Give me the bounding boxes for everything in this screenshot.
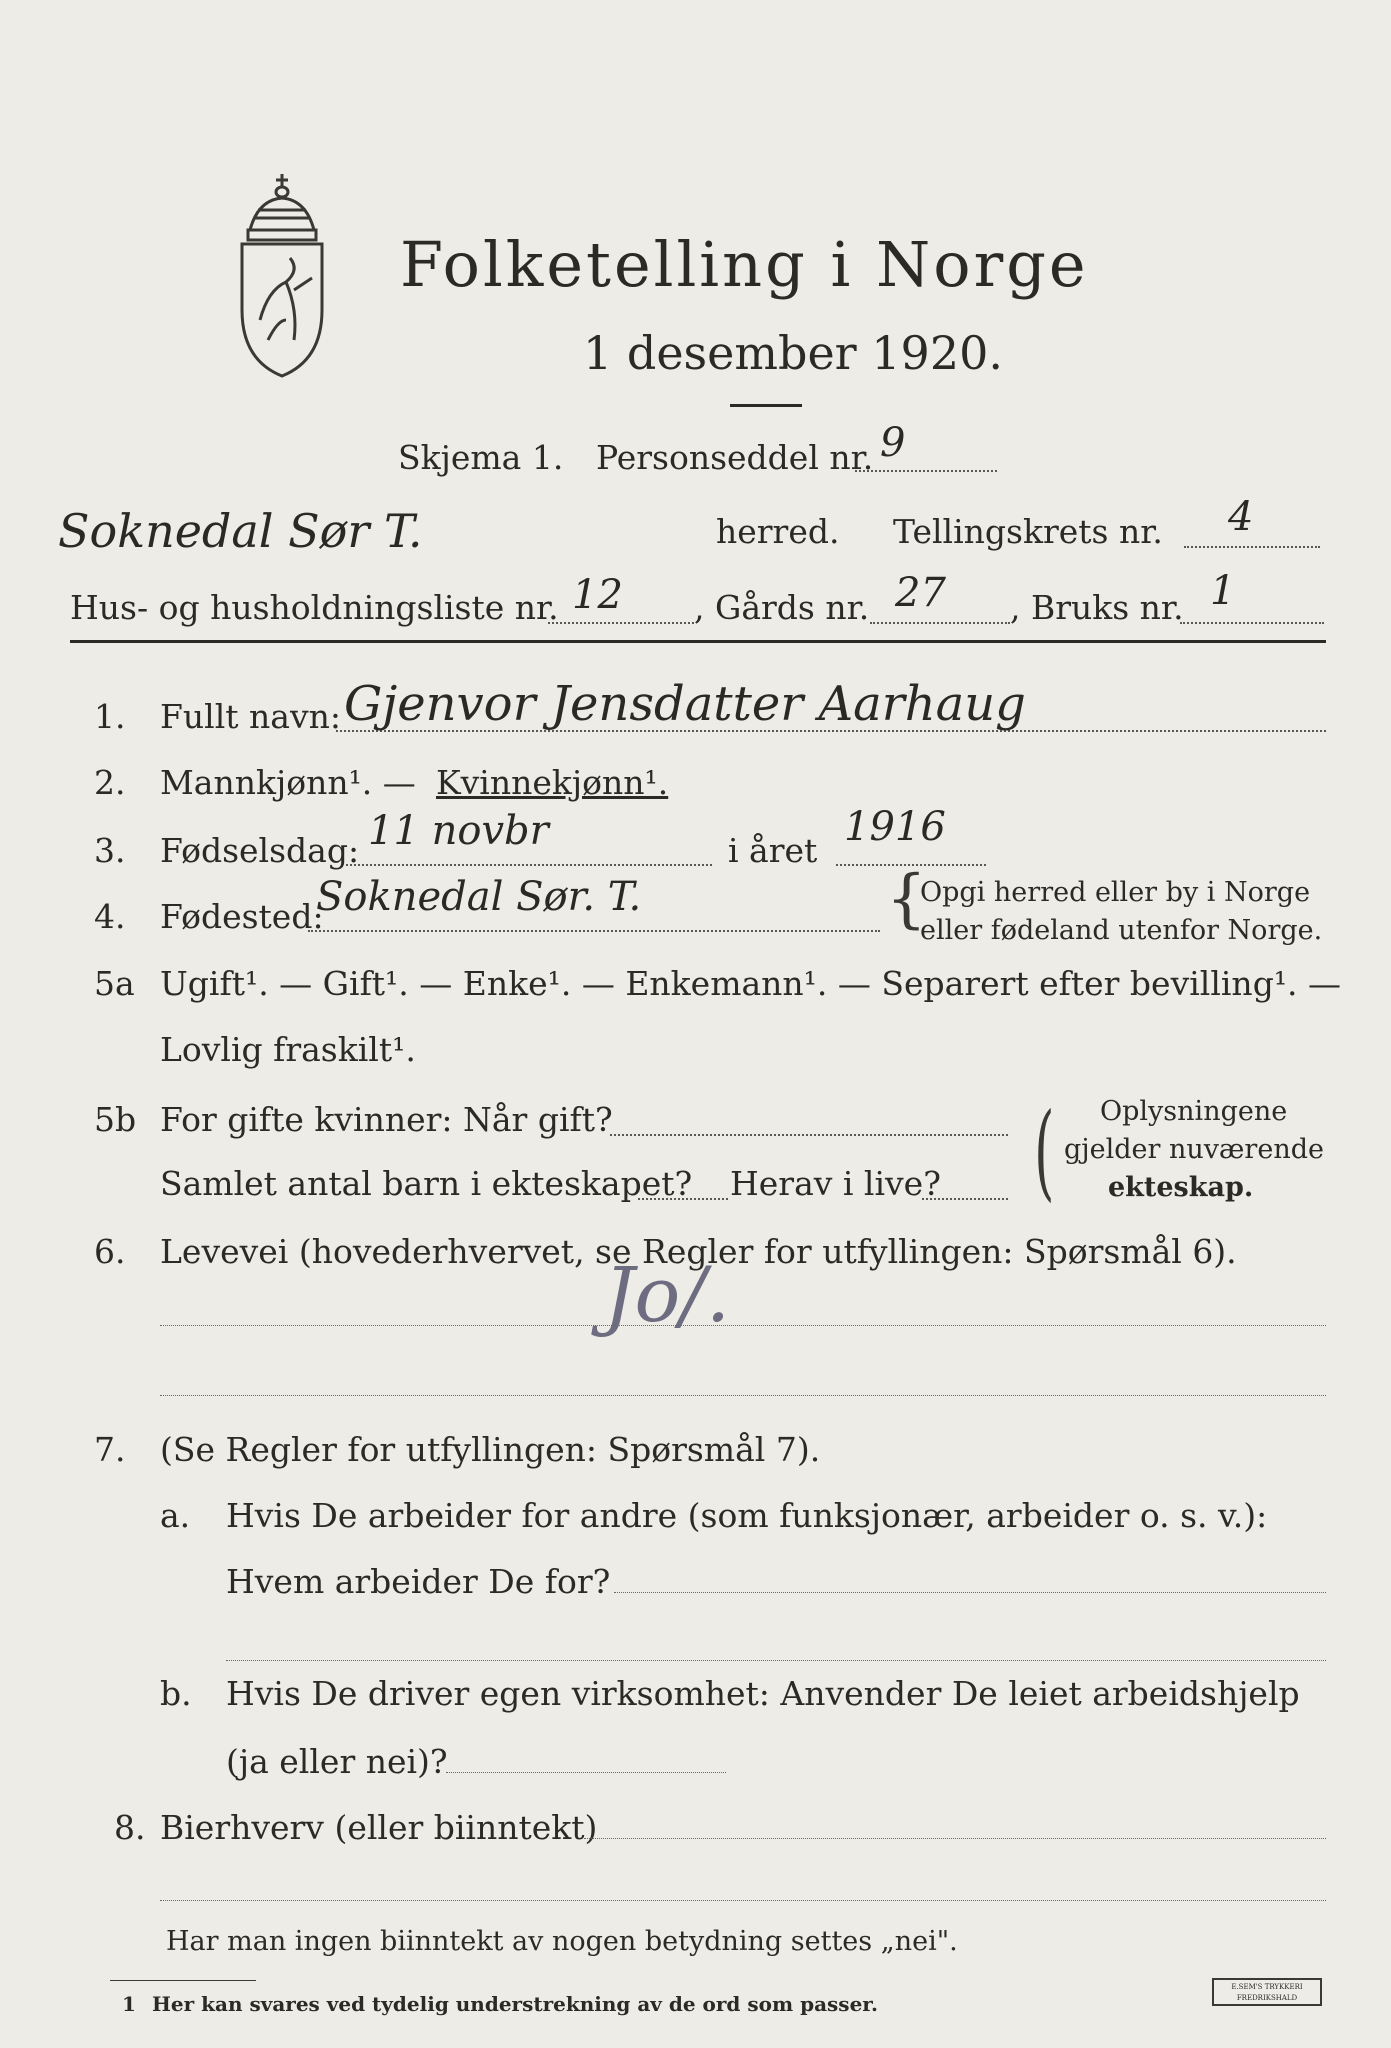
personseddel-label: Personseddel nr. (596, 438, 874, 477)
q5b-married-line (610, 1134, 1008, 1136)
q5b-alive-label: Herav i live? (730, 1164, 941, 1203)
q5b-alive-line (922, 1198, 1008, 1200)
q5b-note-line2: gjelder nuværende (1064, 1134, 1324, 1165)
q6-line-1 (160, 1325, 1326, 1326)
q6-line-2 (160, 1395, 1326, 1396)
bruks-label: , Bruks nr. (1010, 588, 1184, 627)
herred-label: herred. (716, 512, 840, 551)
biinntekt-note: Har man ingen biinntekt av nogen betydning settes „nei". (166, 1926, 958, 1957)
gards-value[interactable]: 27 (895, 570, 946, 616)
q5b-brace: ( (1034, 1090, 1055, 1212)
q1-label: Fullt navn: (160, 697, 341, 736)
q7-label: (Se Regler for utfyllingen: Spørsmål 7). (160, 1430, 821, 1469)
q5b-married-label: For gifte kvinner: Når gift? (160, 1100, 613, 1139)
marital-status-divorced[interactable]: Lovlig fraskilt¹. (160, 1030, 416, 1069)
q5a-number: 5a (94, 964, 135, 1003)
q4-note-line2: eller fødeland utenfor Norge. (920, 915, 1323, 946)
husliste-label: Hus- og husholdningsliste nr. (70, 588, 559, 627)
q6-number: 6. (94, 1232, 126, 1271)
footnote-divider (110, 1980, 256, 1981)
q5b-children-label: Samlet antal barn i ekteskapet? (160, 1164, 693, 1203)
q4-number: 4. (94, 897, 126, 936)
tellingskrets-label: Tellingskrets nr. (893, 512, 1163, 551)
gender-female-option[interactable]: Kvinnekjønn¹. (436, 763, 669, 802)
skjema-label: Skjema 1. (398, 438, 564, 477)
q4-line (308, 930, 880, 932)
q7b-line2: (ja eller nei)? (226, 1742, 448, 1781)
q7-number: 7. (94, 1430, 126, 1469)
header-divider (70, 640, 1326, 643)
husliste-value[interactable]: 12 (572, 572, 623, 618)
q7a-answer-line-1 (614, 1592, 1326, 1593)
q8-label: Bierhverv (eller biinntekt) (160, 1808, 598, 1847)
q3-year-label: i året (728, 831, 818, 870)
gards-line (870, 622, 1010, 624)
title-divider (730, 404, 802, 407)
personseddel-line (855, 470, 997, 472)
q5b-children-line (638, 1198, 728, 1200)
q7b-line1: Hvis De driver egen virksomhet: Anvender De leiet arbeidshjelp (226, 1674, 1300, 1713)
personseddel-value[interactable]: 9 (880, 420, 906, 466)
q7a-line1: Hvis De arbeider for andre (som funksjonær, arbeider o. s. v.): (226, 1496, 1268, 1535)
q7a-line2: Hvem arbeider De for? (226, 1562, 611, 1601)
bruks-line (1180, 622, 1324, 624)
tellingskrets-value[interactable]: 4 (1228, 494, 1254, 540)
husliste-line (548, 622, 694, 624)
q6-label: Levevei (hovederhvervet, se Regler for utfyllingen: Spørsmål 6). (160, 1232, 1237, 1271)
q5b-note-line1: Oplysningene (1100, 1096, 1288, 1127)
printer-stamp: E.SEM'S TRYKKERI FREDRIKSHALD (1212, 1978, 1322, 2006)
q3-label: Fødselsdag: (160, 831, 360, 870)
birthplace-value[interactable]: Soknedal Sør. T. (316, 874, 642, 920)
q5b-note-line3: ekteskap. (1108, 1172, 1254, 1203)
norway-coat-of-arms-icon (228, 170, 336, 380)
q5b-number: 5b (94, 1100, 137, 1139)
q2-number: 2. (94, 763, 126, 802)
herred-value[interactable]: Soknedal Sør T. (58, 504, 423, 558)
q7a-letter: a. (160, 1496, 191, 1535)
occupation-value[interactable]: Jo/. (604, 1250, 730, 1339)
q8-number: 8. (114, 1808, 146, 1847)
full-name-value[interactable]: Gjenvor Jensdatter Aarhaug (344, 676, 1026, 732)
q7a-answer-line-2 (226, 1660, 1326, 1661)
birthday-value[interactable]: 11 novbr (368, 808, 549, 854)
gards-label: , Gårds nr. (694, 588, 870, 627)
marital-status-options[interactable]: Ugift¹. — Gift¹. — Enke¹. — Enkemann¹. — Separert efter bevilling¹. — (160, 964, 1342, 1003)
q8-answer-line-2 (160, 1900, 1326, 1901)
q1-number: 1. (94, 697, 126, 736)
q7b-answer-line (446, 1772, 726, 1773)
q3-line (346, 864, 712, 866)
form-title: Folketelling i Norge (400, 228, 1089, 301)
q3-number: 3. (94, 831, 126, 870)
q7b-letter: b. (160, 1674, 192, 1713)
q4-brace: { (886, 862, 927, 936)
census-date: 1 desember 1920. (583, 326, 1003, 380)
q8-answer-line-1 (584, 1838, 1326, 1839)
q4-note-line1: Opgi herred eller by i Norge (920, 877, 1311, 908)
birth-year-value[interactable]: 1916 (844, 804, 946, 850)
q4-label: Fødested: (160, 897, 324, 936)
footnote-number: 1 (122, 1992, 136, 2016)
footnote-text: Her kan svares ved tydelig understrekning av de ord som passer. (152, 1992, 878, 2016)
gender-male-option[interactable]: Mannkjønn¹. — (160, 763, 416, 802)
tellingskrets-line (1184, 546, 1320, 548)
bruks-value[interactable]: 1 (1210, 568, 1236, 614)
